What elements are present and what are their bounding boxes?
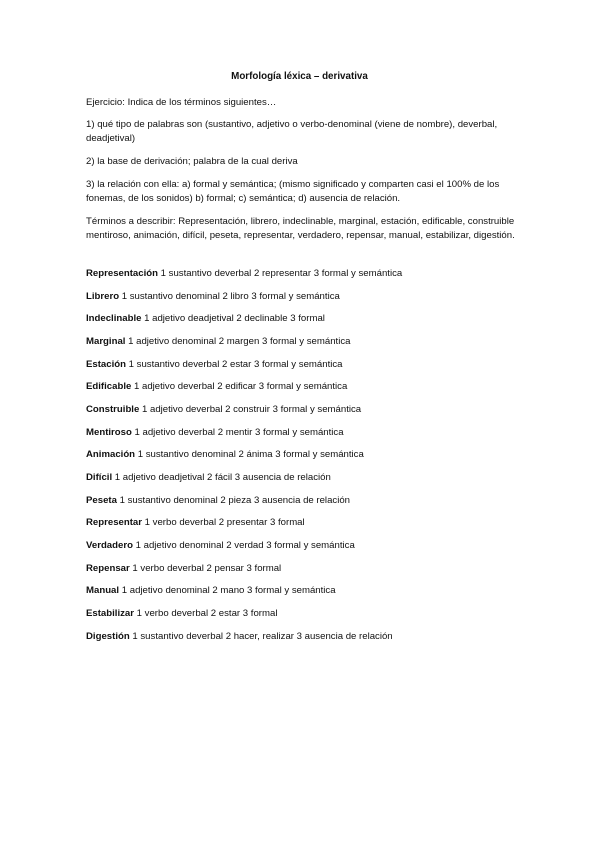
entry-mentiroso <box>86 426 526 440</box>
entry-description: 1 adjetivo denominal 2 mano 3 formal y semántica <box>119 585 336 596</box>
entry-indeclinable <box>86 312 526 326</box>
entry-peseta <box>86 494 526 508</box>
entry-description: 1 verbo deverbal 2 pensar 3 formal <box>129 563 282 574</box>
instruction-item-2: 2) la base de derivación; palabra de la cual deriva <box>86 156 298 167</box>
entry-description: 1 sustantivo deverbal 2 estar 3 formal y semántica <box>126 359 343 370</box>
entry-word: Edificable <box>86 381 132 392</box>
entry-description: 1 adjetivo deverbal 2 construir 3 formal y semántica <box>139 404 362 415</box>
entry-word: Librero <box>86 291 120 302</box>
entry-word: Animación <box>86 449 136 460</box>
entry-description: 1 adjetivo denominal 2 margen 3 formal y semántica <box>125 336 351 347</box>
entry-word: Mentiroso <box>86 427 132 438</box>
entry-description: 1 adjetivo deverbal 2 edificar 3 formal y semántica <box>131 381 348 392</box>
entry-dificil <box>86 471 526 485</box>
terms-to-describe: Términos a describir: Representación, librero, indeclinable, marginal, estación, edificable, construible mentiroso, animación, difícil, peseta, representar, verdadero, repensar, manual, estabilizar, digestión. <box>86 216 515 241</box>
entry-description: 1 verbo deverbal 2 estar 3 formal <box>134 608 278 619</box>
entry-description: 1 sustantivo denominal 2 pieza 3 ausencia de relación <box>116 495 351 506</box>
instruction-item-1: 1) qué tipo de palabras son (sustantivo, adjetivo o verbo-denominal (viene de nombre), deverbal, deadjetival) <box>86 119 498 144</box>
entry-word: Peseta <box>86 495 117 506</box>
instruction-item-3: 3) la relación con ella: a) formal y semántica; (mismo significado y comparten casi el 100% de los fonemas, de los sonidos) b) formal; c) semántica; d) ausencia de relación. <box>86 179 500 204</box>
entry-description: 1 adjetivo deadjetival 2 declinable 3 formal <box>141 313 325 324</box>
page-title: Morfología léxica – derivativa <box>231 71 368 82</box>
entry-manual <box>86 584 526 598</box>
entry-estabilizar <box>86 607 526 621</box>
entry-word: Verdadero <box>86 540 133 551</box>
entry-repensar <box>86 562 526 576</box>
entry-word: Manual <box>86 585 120 596</box>
entry-verdadero <box>86 539 526 553</box>
entry-description: 1 sustantivo denominal 2 libro 3 formal y semántica <box>119 291 340 302</box>
entry-description: 1 sustantivo deverbal 2 hacer, realizar 3 ausencia de relación <box>129 631 393 642</box>
exercise-instruction: Ejercicio: Indica de los términos siguientes… <box>86 97 277 108</box>
entry-word: Construible <box>86 404 140 415</box>
entry-word: Estación <box>86 359 126 370</box>
entry-word: Indeclinable <box>86 313 142 324</box>
entry-word: Representación <box>86 268 158 279</box>
entry-word: Repensar <box>86 563 130 574</box>
entry-description: 1 adjetivo deadjetival 2 fácil 3 ausencia de relación <box>112 472 331 483</box>
entry-word: Representar <box>86 517 142 528</box>
entry-description: 1 adjetivo denominal 2 verdad 3 formal y semántica <box>132 540 355 551</box>
entry-word: Estabilizar <box>86 608 134 619</box>
entry-description: 1 adjetivo deverbal 2 mentir 3 formal y semántica <box>131 427 344 438</box>
entry-marginal <box>86 335 526 349</box>
entry-estacion <box>86 358 526 372</box>
entry-librero <box>86 290 526 304</box>
entry-edificable <box>86 380 526 394</box>
entry-word: Difícil <box>86 472 113 483</box>
entry-description: 1 sustantivo deverbal 2 representar 3 formal y semántica <box>157 268 403 279</box>
entry-digestion <box>86 630 526 644</box>
entry-construible <box>86 403 526 417</box>
entry-word: Digestión <box>86 631 130 642</box>
entry-representacion <box>86 267 526 281</box>
entry-description: 1 verbo deverbal 2 presentar 3 formal <box>142 517 305 528</box>
entry-representar <box>86 516 526 530</box>
entry-word: Marginal <box>86 336 126 347</box>
entry-description: 1 sustantivo denominal 2 ánima 3 formal y semántica <box>135 449 364 460</box>
entry-animacion <box>86 448 526 462</box>
